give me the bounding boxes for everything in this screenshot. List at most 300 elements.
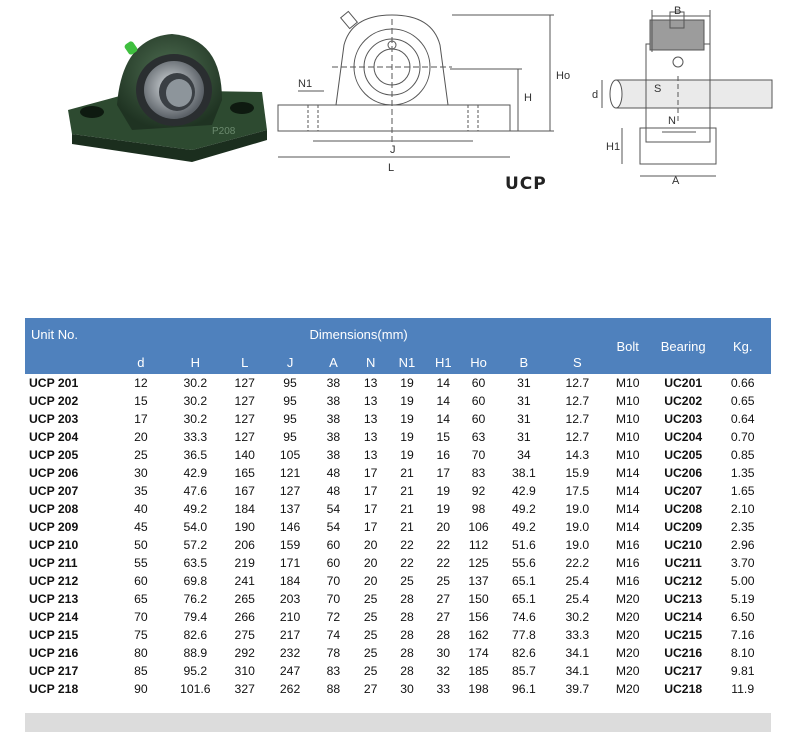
- cell-d: 30: [134, 466, 148, 480]
- cell-a: 48: [326, 466, 341, 480]
- cell-a: 48: [326, 484, 341, 498]
- cell-ho: 83: [471, 466, 486, 480]
- cell-n1: 25: [400, 574, 414, 588]
- cell-h: 30.2: [183, 412, 208, 426]
- cell-d: 70: [134, 610, 148, 624]
- cell-kg: 2.96: [730, 538, 755, 552]
- cell-j: 247: [279, 664, 301, 678]
- cell-h1: 25: [436, 574, 451, 588]
- cell-a: 38: [326, 430, 341, 444]
- cell-b: 96.1: [512, 682, 536, 696]
- cell-b: 49.2: [512, 520, 536, 534]
- cell-bolt: M14: [615, 502, 640, 516]
- dim-label-a: A: [672, 175, 680, 187]
- cell-n1: 28: [400, 610, 414, 624]
- cell-l: 310: [234, 664, 255, 678]
- cell-ho: 162: [468, 628, 489, 642]
- cell-kg: 7.16: [730, 628, 755, 642]
- cell-b: 55.6: [512, 556, 536, 570]
- dim-label-h: H: [524, 92, 532, 104]
- dim-label-b: B: [674, 5, 682, 17]
- cell-d: 15: [134, 394, 148, 408]
- cell-d: 65: [134, 592, 148, 606]
- cell-s: 25.4: [565, 592, 590, 606]
- header-unit-no: Unit No.: [25, 318, 114, 350]
- cell-j: 262: [279, 682, 301, 696]
- cell-unit-no: UCP 209: [29, 520, 79, 534]
- cell-j: 95: [283, 376, 297, 390]
- header-kg: Kg.: [714, 318, 771, 374]
- dim-label-h1: H1: [606, 141, 621, 153]
- table-row: [25, 662, 771, 680]
- cell-a: 38: [326, 412, 341, 426]
- cell-bearing: UC213: [664, 592, 703, 606]
- cell-h: 49.2: [183, 502, 208, 516]
- cell-bearing: UC215: [664, 628, 703, 642]
- cell-kg: 0.85: [730, 448, 755, 462]
- header-col-d: d: [114, 350, 168, 374]
- front-view-drawing: [272, 5, 572, 185]
- cell-n1: 28: [400, 628, 414, 642]
- header-col-s: S: [551, 350, 603, 374]
- cell-h: 33.3: [183, 430, 208, 444]
- cell-unit-no: UCP 218: [29, 682, 79, 696]
- cell-d: 55: [134, 556, 148, 570]
- cell-kg: 5.00: [730, 574, 755, 588]
- cell-h1: 14: [436, 394, 451, 408]
- cell-kg: 11.9: [731, 682, 755, 696]
- cell-bolt: M20: [615, 646, 640, 660]
- cell-kg: 1.65: [730, 484, 755, 498]
- cell-j: 95: [283, 394, 297, 408]
- cell-ho: 92: [471, 484, 486, 498]
- cell-h: 95.2: [183, 664, 208, 678]
- cell-n: 17: [363, 484, 378, 498]
- cell-n: 13: [363, 394, 378, 408]
- cell-n: 13: [363, 412, 378, 426]
- cell-b: 74.6: [512, 610, 536, 624]
- cell-kg: 0.64: [730, 412, 755, 426]
- cell-bolt: M16: [615, 538, 640, 552]
- cell-h: 101.6: [180, 682, 211, 696]
- product-illustration-area: [0, 0, 796, 300]
- cell-h: 82.6: [183, 628, 208, 642]
- cell-bearing: UC207: [664, 484, 703, 498]
- cell-n: 13: [363, 430, 378, 444]
- table-row: [25, 428, 771, 446]
- cell-h: 30.2: [183, 394, 208, 408]
- cell-l: 184: [234, 502, 255, 516]
- cell-h1: 15: [436, 430, 451, 444]
- cell-b: 85.7: [512, 664, 536, 678]
- cell-h1: 16: [436, 448, 451, 462]
- header-col-n1: N1: [388, 350, 426, 374]
- cell-ho: 63: [471, 430, 486, 444]
- cell-n1: 19: [400, 394, 414, 408]
- cell-l: 167: [234, 484, 255, 498]
- cell-ho: 174: [468, 646, 489, 660]
- cell-b: 34: [517, 448, 531, 462]
- cell-d: 85: [134, 664, 148, 678]
- cell-a: 38: [326, 394, 341, 408]
- cell-bearing: UC201: [664, 376, 703, 390]
- cell-a: 38: [326, 448, 341, 462]
- cell-j: 95: [283, 412, 297, 426]
- table-row: [25, 644, 771, 662]
- cell-h1: 14: [436, 376, 451, 390]
- table-row: [25, 590, 771, 608]
- cell-h1: 19: [436, 502, 451, 516]
- cell-ho: 150: [468, 592, 489, 606]
- cell-h1: 14: [436, 412, 451, 426]
- cell-a: 38: [326, 376, 341, 390]
- cell-d: 90: [134, 682, 148, 696]
- cell-bolt: M20: [615, 592, 640, 606]
- table-row: [25, 626, 771, 644]
- cell-bearing: UC214: [664, 610, 703, 624]
- cell-n1: 28: [400, 664, 414, 678]
- cell-j: 210: [279, 610, 301, 624]
- cell-h1: 27: [436, 592, 451, 606]
- cell-b: 49.2: [512, 502, 536, 516]
- cell-j: 232: [279, 646, 301, 660]
- cell-h: 69.8: [183, 574, 208, 588]
- header-col-l: L: [223, 350, 267, 374]
- cell-s: 22.2: [565, 556, 590, 570]
- cell-bearing: UC218: [664, 682, 703, 696]
- cell-n: 20: [363, 538, 378, 552]
- cell-unit-no: UCP 210: [29, 538, 79, 552]
- cell-unit-no: UCP 208: [29, 502, 79, 516]
- table-body: [25, 374, 771, 698]
- cell-s: 30.2: [565, 610, 590, 624]
- cell-d: 35: [134, 484, 148, 498]
- cell-j: 159: [279, 538, 301, 552]
- cell-l: 127: [234, 376, 255, 390]
- cell-d: 17: [134, 412, 148, 426]
- cell-bolt: M10: [615, 376, 640, 390]
- cell-bearing: UC203: [664, 412, 703, 426]
- cell-ho: 198: [468, 682, 489, 696]
- cell-unit-no: UCP 212: [29, 574, 79, 588]
- cell-bearing: UC210: [664, 538, 703, 552]
- cell-bearing: UC208: [664, 502, 703, 516]
- cell-d: 50: [134, 538, 148, 552]
- cell-s: 12.7: [565, 376, 590, 390]
- cell-h1: 22: [436, 556, 451, 570]
- table-row: [25, 482, 771, 500]
- cell-n: 13: [363, 376, 378, 390]
- cell-bearing: UC202: [664, 394, 703, 408]
- cell-s: 39.7: [565, 682, 590, 696]
- cell-kg: 0.70: [730, 430, 755, 444]
- dim-label-n: N: [668, 115, 676, 127]
- cell-h: 76.2: [183, 592, 208, 606]
- cell-ho: 60: [471, 412, 486, 426]
- cell-ho: 60: [471, 394, 486, 408]
- cell-h1: 33: [436, 682, 451, 696]
- cell-unit-no: UCP 206: [29, 466, 79, 480]
- cell-l: 265: [234, 592, 255, 606]
- cell-d: 75: [134, 628, 148, 642]
- cell-l: 292: [234, 646, 255, 660]
- dim-label-ho: Ho: [556, 70, 571, 82]
- cell-l: 241: [234, 574, 255, 588]
- cell-h: 36.5: [183, 448, 208, 462]
- cell-n: 20: [363, 574, 378, 588]
- cell-bolt: M10: [615, 394, 640, 408]
- cell-bearing: UC206: [664, 466, 703, 480]
- cell-n: 25: [363, 592, 378, 606]
- cell-ho: 156: [468, 610, 489, 624]
- table-row: [25, 536, 771, 554]
- cell-ho: 112: [468, 538, 489, 552]
- table-row: [25, 518, 771, 536]
- cell-j: 184: [279, 574, 301, 588]
- cell-ho: 185: [468, 664, 489, 678]
- table-row: [25, 680, 771, 698]
- cell-kg: 5.19: [730, 592, 755, 606]
- cell-j: 95: [283, 430, 297, 444]
- header-blank: [25, 350, 114, 374]
- cell-b: 82.6: [512, 646, 536, 660]
- cell-unit-no: UCP 216: [29, 646, 79, 660]
- cell-ho: 98: [471, 502, 486, 516]
- cell-kg: 6.50: [730, 610, 755, 624]
- cell-unit-no: UCP 215: [29, 628, 79, 642]
- cell-s: 19.0: [565, 520, 590, 534]
- cell-h: 63.5: [183, 556, 208, 570]
- table-row: [25, 554, 771, 572]
- cell-unit-no: UCP 201: [29, 376, 79, 390]
- cell-n1: 28: [400, 646, 414, 660]
- cell-unit-no: UCP 204: [29, 430, 79, 444]
- cell-bolt: M14: [615, 466, 640, 480]
- cell-kg: 2.10: [730, 502, 755, 516]
- dim-label-n1: N1: [298, 78, 313, 90]
- cell-n1: 22: [400, 556, 414, 570]
- cell-b: 42.9: [512, 484, 536, 498]
- header-bearing: Bearing: [652, 318, 715, 374]
- cell-ho: 106: [468, 520, 489, 534]
- cell-s: 25.4: [565, 574, 590, 588]
- cell-bolt: M16: [615, 574, 640, 588]
- table-row: [25, 500, 771, 518]
- cell-n1: 19: [400, 376, 414, 390]
- cell-unit-no: UCP 207: [29, 484, 79, 498]
- cell-s: 12.7: [565, 430, 590, 444]
- cell-a: 72: [326, 610, 341, 624]
- cell-l: 275: [234, 628, 255, 642]
- cell-s: 19.0: [565, 538, 590, 552]
- header-col-h1: H1: [426, 350, 460, 374]
- cell-bolt: M10: [615, 412, 640, 426]
- specification-table: [25, 318, 771, 698]
- dim-label-s: S: [654, 83, 662, 95]
- cell-n: 27: [363, 682, 378, 696]
- cell-h1: 22: [436, 538, 451, 552]
- cell-b: 77.8: [512, 628, 536, 642]
- dim-label-l: L: [388, 162, 395, 174]
- table-row: [25, 392, 771, 410]
- cell-bolt: M20: [615, 610, 640, 624]
- cell-bearing: UC212: [664, 574, 703, 588]
- cell-ho: 70: [471, 448, 486, 462]
- cell-b: 31: [517, 430, 531, 444]
- cell-unit-no: UCP 205: [29, 448, 79, 462]
- cell-b: 31: [517, 412, 531, 426]
- cell-bolt: M16: [615, 556, 640, 570]
- cell-l: 190: [234, 520, 255, 534]
- cell-kg: 0.66: [730, 376, 755, 390]
- cell-a: 70: [326, 592, 341, 606]
- cell-n: 17: [363, 520, 378, 534]
- cell-n1: 19: [400, 412, 414, 426]
- cell-ho: 60: [471, 376, 486, 390]
- cell-bearing: UC211: [664, 556, 702, 570]
- cell-a: 54: [326, 520, 341, 534]
- cell-h: 54.0: [183, 520, 208, 534]
- cell-d: 60: [134, 574, 148, 588]
- cell-a: 83: [326, 664, 341, 678]
- cell-a: 54: [326, 502, 341, 516]
- cell-b: 65.1: [512, 592, 536, 606]
- cell-n1: 21: [400, 520, 414, 534]
- cell-h: 42.9: [183, 466, 208, 480]
- cell-kg: 2.35: [730, 520, 755, 534]
- cell-n1: 21: [400, 466, 414, 480]
- cell-s: 12.7: [565, 394, 590, 408]
- cell-unit-no: UCP 203: [29, 412, 79, 426]
- dim-label-j: J: [390, 144, 396, 156]
- cell-s: 17.5: [565, 484, 590, 498]
- cell-bearing: UC204: [664, 430, 703, 444]
- header-bolt: Bolt: [604, 318, 652, 374]
- cell-n: 17: [363, 466, 378, 480]
- cell-kg: 9.81: [730, 664, 755, 678]
- cell-l: 266: [234, 610, 255, 624]
- cell-s: 14.3: [565, 448, 590, 462]
- cell-d: 45: [134, 520, 148, 534]
- cell-bearing: UC216: [664, 646, 703, 660]
- cell-n: 17: [363, 502, 378, 516]
- header-col-n: N: [354, 350, 388, 374]
- header-col-ho: Ho: [460, 350, 496, 374]
- cell-bearing: UC209: [664, 520, 703, 534]
- cell-n: 25: [363, 610, 378, 624]
- cell-a: 88: [326, 682, 341, 696]
- cell-n1: 22: [400, 538, 414, 552]
- cell-j: 137: [279, 502, 301, 516]
- cell-s: 34.1: [565, 646, 590, 660]
- cell-s: 19.0: [565, 502, 590, 516]
- cell-bolt: M14: [615, 520, 640, 534]
- cell-h: 79.4: [183, 610, 208, 624]
- cell-j: 171: [279, 556, 301, 570]
- cell-d: 80: [134, 646, 148, 660]
- cell-bearing: UC205: [664, 448, 703, 462]
- cell-j: 121: [279, 466, 301, 480]
- cell-s: 12.7: [565, 412, 590, 426]
- cell-l: 219: [234, 556, 255, 570]
- cell-h: 88.9: [183, 646, 208, 660]
- cell-j: 203: [279, 592, 301, 606]
- cell-kg: 3.70: [730, 556, 755, 570]
- footer-bar: [25, 713, 771, 732]
- table-row: [25, 572, 771, 590]
- cell-h1: 19: [436, 484, 451, 498]
- cell-unit-no: UCP 211: [29, 556, 78, 570]
- cell-h1: 17: [436, 466, 451, 480]
- cell-unit-no: UCP 213: [29, 592, 79, 606]
- cell-bolt: M20: [615, 628, 640, 642]
- cell-l: 140: [234, 448, 255, 462]
- svg-text:P208: P208: [212, 126, 236, 137]
- cell-h: 57.2: [183, 538, 208, 552]
- table-row: [25, 374, 771, 392]
- cell-d: 40: [134, 502, 148, 516]
- cell-n: 25: [363, 628, 378, 642]
- table-row: [25, 464, 771, 482]
- cell-a: 70: [326, 574, 341, 588]
- dim-label-d: d: [592, 89, 599, 101]
- cell-n1: 21: [400, 502, 414, 516]
- cell-j: 127: [279, 484, 301, 498]
- cell-a: 78: [326, 646, 341, 660]
- cell-b: 31: [517, 376, 531, 390]
- cell-bearing: UC217: [664, 664, 703, 678]
- cell-l: 327: [234, 682, 255, 696]
- cell-b: 31: [517, 394, 531, 408]
- cell-l: 127: [234, 394, 255, 408]
- cell-b: 65.1: [512, 574, 536, 588]
- table-row: [25, 410, 771, 428]
- cell-n: 25: [363, 646, 378, 660]
- cell-kg: 0.65: [730, 394, 755, 408]
- header-col-h: H: [168, 350, 222, 374]
- cell-d: 12: [134, 376, 148, 390]
- cell-unit-no: UCP 202: [29, 394, 79, 408]
- cell-j: 146: [279, 520, 301, 534]
- table-row: [25, 608, 771, 626]
- cell-l: 206: [234, 538, 255, 552]
- cell-d: 25: [134, 448, 148, 462]
- cell-b: 38.1: [512, 466, 536, 480]
- cell-kg: 8.10: [730, 646, 755, 660]
- cell-n1: 21: [400, 484, 414, 498]
- cell-n: 25: [363, 664, 378, 678]
- cell-j: 217: [279, 628, 301, 642]
- model-label: UCP: [505, 174, 547, 194]
- cell-n1: 19: [400, 448, 414, 462]
- cell-n1: 19: [400, 430, 414, 444]
- cell-ho: 125: [468, 556, 489, 570]
- cell-n: 20: [363, 556, 378, 570]
- cell-kg: 1.35: [730, 466, 755, 480]
- cell-unit-no: UCP 214: [29, 610, 79, 624]
- cell-h: 47.6: [183, 484, 208, 498]
- cell-n1: 28: [400, 592, 414, 606]
- cell-d: 20: [134, 430, 148, 444]
- cell-bolt: M10: [615, 448, 640, 462]
- header-col-j: J: [267, 350, 313, 374]
- cell-h1: 30: [436, 646, 451, 660]
- cell-bolt: M10: [615, 430, 640, 444]
- cell-s: 33.3: [565, 628, 590, 642]
- cell-a: 60: [326, 556, 341, 570]
- cell-ho: 137: [468, 574, 489, 588]
- cell-bolt: M20: [615, 664, 640, 678]
